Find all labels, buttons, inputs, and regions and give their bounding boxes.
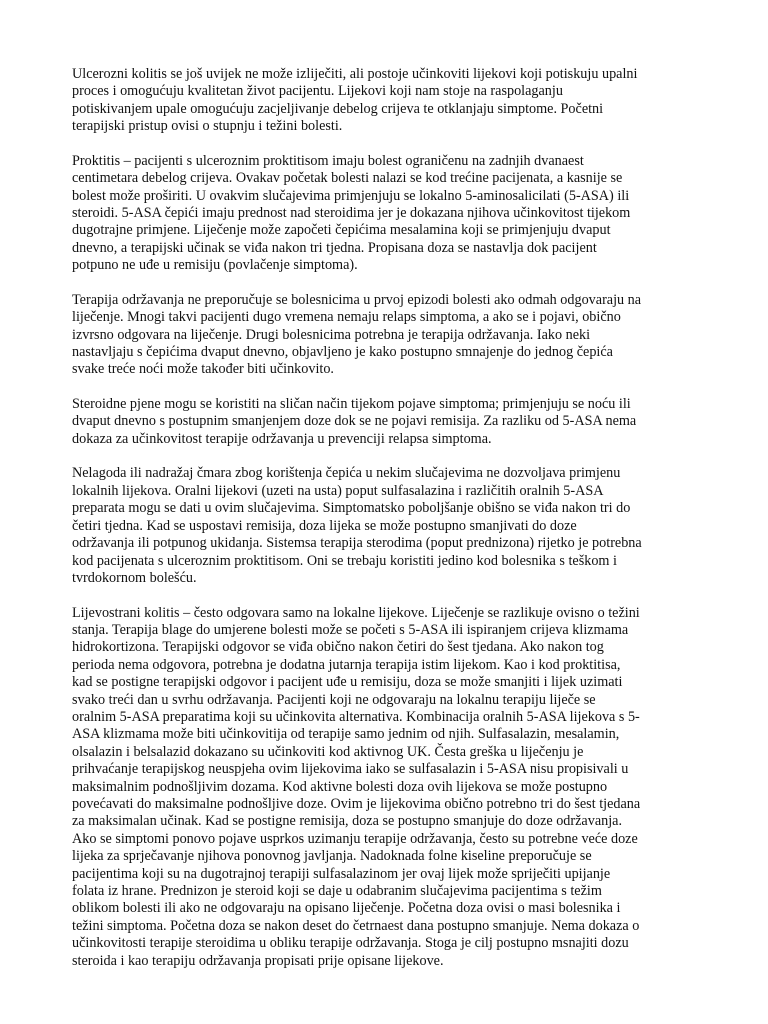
text-line: svako treći dan u svrhu održavanja. Pacijenti koji ne odgovaraju na lokalnu terapiju liječe se	[72, 691, 596, 708]
text-line: povećavati do maksimalne podnošljive doze. Ovim je lijekovima obično potrebno tri do šest tjedana	[72, 795, 641, 812]
text-line: dugotrajne primjene. Liječenje može započeti čepićima mesalamina koji se primjenjuju dvaput	[72, 222, 611, 239]
text-line: steroidi. 5-ASA čepići imaju prednost nad steroidima jer je dokazana njihova učinkovitost tijekom	[72, 205, 631, 222]
text-line: terapijski pristup ovisi o stupnju i težini bolesti.	[72, 118, 343, 135]
text-line: dvaput dnevno s postupnim smanjenjem doze dok se ne pojavi remisija. Za razliku od 5-ASA nema	[72, 413, 637, 430]
text-line: za maksimalan učinak. Kad se postigne remisija, doza se postupno smanjuje do doze održavanja.	[72, 813, 622, 830]
text-line: kad se postigne terapijski odgovor i pacijent uđe u remisiju, doza se može smanjiti i lijek uzimati	[72, 674, 623, 691]
text-line: lijeka za sprječavanje njihova ponovnog javljanja. Nadoknada folne kiseline preporučuje se	[72, 848, 592, 865]
text-line: kod pacijenata s ulceroznim proktitisom. Oni se trebaju koristiti jedino kod bolesnika s teškom i	[72, 552, 617, 569]
text-line: održavanja ili potpunog ukidanja. Sistemsa terapija sterodima (poput prednizona) rijetko je potrebna	[72, 535, 642, 552]
text-line: oralnim 5-ASA preparatima koji su učinkovita alternativa. Kombinacija oralnih 5-ASA lijekova s 5-	[72, 708, 640, 725]
paragraph-oral-therapy	[72, 465, 700, 587]
text-line: pacijentima koji su na dugotrajnoj terapiji sulfasalazinom jer ovaj lijek može spriječiti upijanje	[72, 865, 611, 882]
paragraph-maintenance	[72, 292, 700, 379]
text-line: oblikom bolesti ili ako ne odgovaraju na opisano liječenje. Početna doza ovisi o masi bolesnika i	[72, 900, 621, 917]
text-line: folata iz hrane. Prednizon je steroid koji se daje u odabranim slučajevima pacijentima s težim	[72, 883, 602, 899]
text-line: Steroidne pjene mogu se koristiti na sličan način tijekom pojave simptoma; primjenjuju se noću ili	[72, 396, 631, 413]
paragraph-left-sided-colitis	[72, 605, 700, 971]
text-line: olsalazin i belsalazid dokazano su učinkoviti kod aktivnog UK. Česta greška u liječenju je	[72, 743, 584, 760]
text-line: bolest može proširiti. U ovakvim slučajevima primjenjuju se lokalno 5-aminosalicilati (5-ASA) ili	[72, 187, 630, 204]
text-line: preparata mogu se dati u ovim slučajevima. Simptomatsko poboljšanje obišno se viđa nakon tri do	[72, 500, 631, 517]
text-line: Nelagoda ili nadražaj čmara zbog korištenja čepića u nekim slučajevima ne dozvoljava primjenu	[72, 465, 621, 482]
text-line: prihvaćanje terapijskog neuspjeha ovim lijekovima iako se sulfasalazin i 5-ASA nisu propisivali u	[72, 761, 629, 778]
text-line: Terapija održavanja ne preporučuje se bolesnicima u prvoj epizodi bolesti ako odmah odgovaraju na	[72, 291, 642, 308]
text-line: tvrdokornom bolešću.	[72, 569, 197, 586]
text-line: maksimalnim podnošljivim dozama. Kod aktivne bolesti doza ovih lijekova se može postupno	[72, 778, 608, 795]
text-line: četiri tjedna. Kad se uspostavi remisija, doza lijeka se može postupno smanjivati do doze	[72, 517, 577, 534]
text-line: centimetara debelog crijeva. Ovakav početak bolesti nalazi se kod trećine pacijenata, a kasnije se	[72, 170, 623, 187]
text-line: lokalnih lijekova. Oralni lijekovi (uzeti na usta) poput sulfasalazina i različitih oralnih 5-ASA	[72, 482, 604, 499]
text-line: Ako se simptomi ponovo pojave usprkos uzimanju terapije održavanja, često su potrebne veće doze	[72, 830, 638, 847]
text-line: potpuno ne uđe u remisiju (povlačenje simptoma).	[72, 257, 358, 274]
text-line: učinkovitosti terapije steroidima u obliku terapije održavanja. Stoga je cilj postupno msnajiti dozu	[72, 935, 629, 952]
text-line: Proktitis – pacijenti s ulceroznim proktitisom imaju bolest ograničenu na zadnjih dvanaest	[72, 152, 584, 169]
text-line: steroida i kao terapiju održavanja propisati prije opisane lijekove.	[72, 952, 444, 969]
text-line: liječenje. Mnogi takvi pacijenti dugo vremena nemaju relaps simptoma, a ako se i pojavi, obično	[72, 309, 621, 326]
text-line: nastavljaju s čepićima dvaput dnevno, objavljeno je kako postupno smnajenje do jednog čepića	[72, 344, 613, 361]
paragraph-steroid-foams	[72, 396, 700, 448]
text-line: stanja. Terapija blage do umjerene bolesti može se početi s 5-ASA ili ispiranjem crijeva klizmama	[72, 621, 629, 638]
text-line: potiskivanjem upale omogućuju zacjeljivanje debelog crijeva te otklanjaju simptome. Početni	[72, 100, 604, 117]
text-line: proces i omogućuju kvalitetan život pacijentu. Lijekovi koji nam stoje na raspolaganju	[72, 83, 563, 100]
text-line: Ulcerozni kolitis se još uvijek ne može izliječiti, ali postoje učinkoviti lijekovi koji potiskuju upalni	[72, 66, 638, 82]
text-line: težini simptoma. Početna doza se nakon deset do četrnaest dana postupno smanjuje. Nema dokaza o	[72, 917, 640, 934]
text-line: izvrsno odgovara na liječenje. Drugi bolesnicima potrebna je terapija održavanja. Iako neki	[72, 326, 591, 343]
paragraph-intro	[72, 66, 700, 136]
text-line: dnevno, a terapijski učinak se viđa nakon tri tjedna. Propisana doza se nastavlja dok pacijent	[72, 239, 597, 256]
text-line: perioda nema odgovora, potrebna je dodatna jutarnja terapija istim lijekom. Kao i kod proktitisa,	[72, 656, 621, 673]
text-line: ASA klizmama može biti učinkovitija od terapije samo jednim od njih. Sulfasalazin, mesalamin,	[72, 726, 620, 743]
paragraph-proktitis	[72, 153, 700, 275]
text-line: svake treće noći može također biti učinkovito.	[72, 361, 334, 378]
document-page	[72, 66, 700, 987]
text-line: dokaza za učinkovitost terapije održavanja u prevenciji relapsa simptoma.	[72, 430, 492, 447]
text-line: Lijevostrani kolitis – često odgovara samo na lokalne lijekove. Liječenje se razlikuje ovisno o težini	[72, 604, 640, 621]
text-line: hidrokortizona. Terapijski odgovor se viđa obično nakon četiri do šest tjedana. Ako nakon tog	[72, 639, 604, 656]
